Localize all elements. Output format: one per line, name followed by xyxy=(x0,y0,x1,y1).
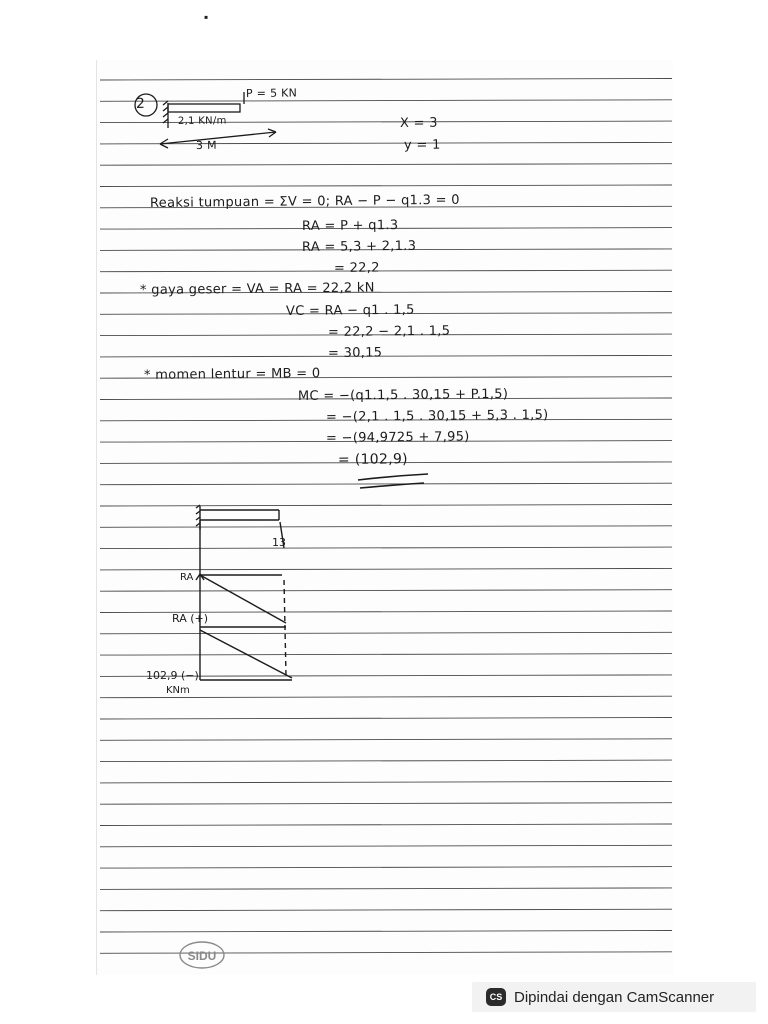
momen-line-3: = −(2,1 . 1,5 . 30,15 + 5,3 . 1,5) xyxy=(325,407,549,425)
beam-sketch xyxy=(196,505,292,680)
momen-line-1: * momen lentur = MB = 0 xyxy=(143,366,321,383)
ra-label: RA xyxy=(180,572,194,583)
camscanner-icon: CS xyxy=(486,988,506,1006)
result-underline xyxy=(358,474,428,488)
distributed-load-label: 2,1 KN/m xyxy=(177,115,227,127)
reaksi-line-1: Reaksi tumpuan = ΣV = 0; RA − P − q1.3 = 0 xyxy=(149,192,460,211)
reaksi-line-4: = 22,2 xyxy=(333,260,380,276)
x-value: X = 3 xyxy=(399,115,438,131)
load-label: P = 5 KN xyxy=(245,86,298,100)
momen-result: = (102,9) xyxy=(337,451,408,468)
shear-label: RA (+) xyxy=(172,612,209,625)
camscanner-watermark xyxy=(472,982,756,1012)
problem-number: 2 xyxy=(135,95,146,112)
geser-line-2: VC = RA − q1 . 1,5 xyxy=(285,302,415,319)
sidu-logo xyxy=(178,940,226,970)
moment-unit: KNm xyxy=(166,685,190,696)
y-value: y = 1 xyxy=(403,137,441,153)
momen-line-4: = −(94,9725 + 7,95) xyxy=(325,429,470,446)
momen-line-2: MC = −(q1.1,5 . 30,15 + P.1,5) xyxy=(297,386,509,404)
camscanner-text: Dipindai dengan CamScanner xyxy=(514,988,715,1006)
reaksi-line-2: RA = P + q1.3 xyxy=(301,217,399,234)
sidu-logo-text: SIDU xyxy=(187,949,217,963)
beam-end-label: 13 xyxy=(272,536,286,549)
geser-line-1: * gaya geser = VA = RA = 22,2 kN xyxy=(139,280,375,298)
moment-label: 102,9 (−) xyxy=(146,669,199,682)
geser-line-3: = 22,2 − 2,1 . 1,5 xyxy=(327,323,451,340)
ink-dot: ▪ xyxy=(204,10,209,24)
geser-line-4: = 30,15 xyxy=(327,345,383,361)
span-label: 3 M xyxy=(195,138,217,152)
reaksi-line-3: RA = 5,3 + 2,1.3 xyxy=(301,238,417,255)
problem-sketch xyxy=(135,92,276,148)
